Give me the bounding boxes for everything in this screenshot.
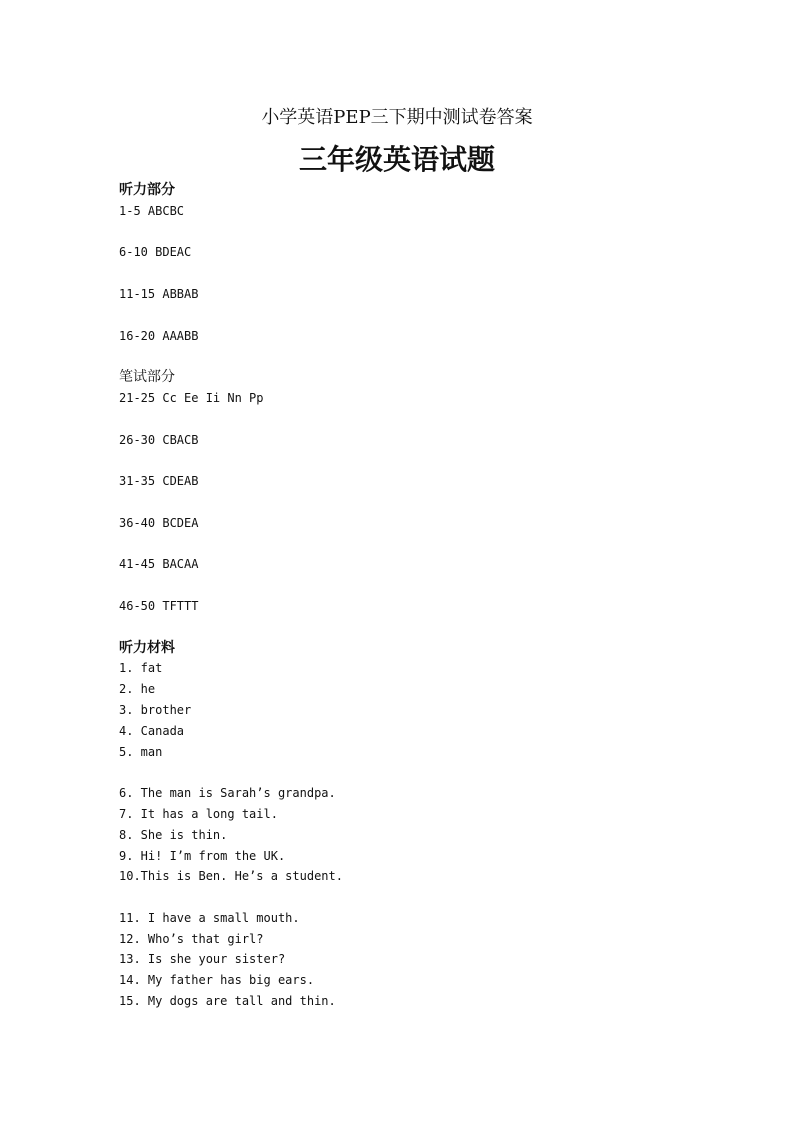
answer-line: 21-25 Cc Ee Ii Nn Pp — [119, 390, 264, 405]
document-title: 三年级英语试题 — [298, 143, 495, 176]
material-line: 4. Canada — [119, 723, 185, 738]
material-line: 5. man — [119, 744, 163, 759]
material-line: 8. She is thin. — [119, 827, 228, 842]
material-line: 9. Hi! I’m from the UK. — [119, 848, 286, 863]
material-line: 6. The man is Sarah’s grandpa. — [119, 786, 336, 801]
answer-line: 41-45 BACAA — [119, 557, 199, 572]
answer-content — [119, 180, 719, 1012]
answer-line: 16-20 AAABB — [119, 328, 199, 343]
written-section-heading: 笔试部分 — [119, 369, 175, 386]
material-line: 2. he — [119, 682, 156, 697]
answer-line: 36-40 BCDEA — [119, 515, 199, 530]
material-line: 12. Who’s that girl? — [119, 931, 264, 946]
material-line: 3. brother — [119, 702, 192, 717]
answer-line: 6-10 BDEAC — [119, 245, 192, 260]
material-line: 10.This is Ben. He’s a student. — [119, 869, 343, 884]
answer-line: 1-5 ABCBC — [119, 203, 185, 218]
answer-line: 31-35 CDEAB — [119, 474, 199, 489]
answer-line: 26-30 CBACB — [119, 432, 199, 447]
material-line: 1. fat — [119, 661, 163, 676]
material-line: 13. Is she your sister? — [119, 952, 286, 967]
material-line: 11. I have a small mouth. — [119, 910, 300, 925]
document-subtitle: 小学英语PEP三下期中测试卷答案 — [261, 107, 533, 128]
listening-material-heading: 听力材料 — [119, 639, 175, 656]
listening-section-heading: 听力部分 — [119, 182, 175, 198]
answer-line: 46-50 TFTTT — [119, 598, 199, 613]
material-line: 15. My dogs are tall and thin. — [119, 994, 336, 1009]
material-line: 14. My father has big ears. — [119, 973, 315, 988]
material-line: 7. It has a long tail. — [119, 806, 278, 821]
answer-line: 11-15 ABBAB — [119, 286, 199, 301]
